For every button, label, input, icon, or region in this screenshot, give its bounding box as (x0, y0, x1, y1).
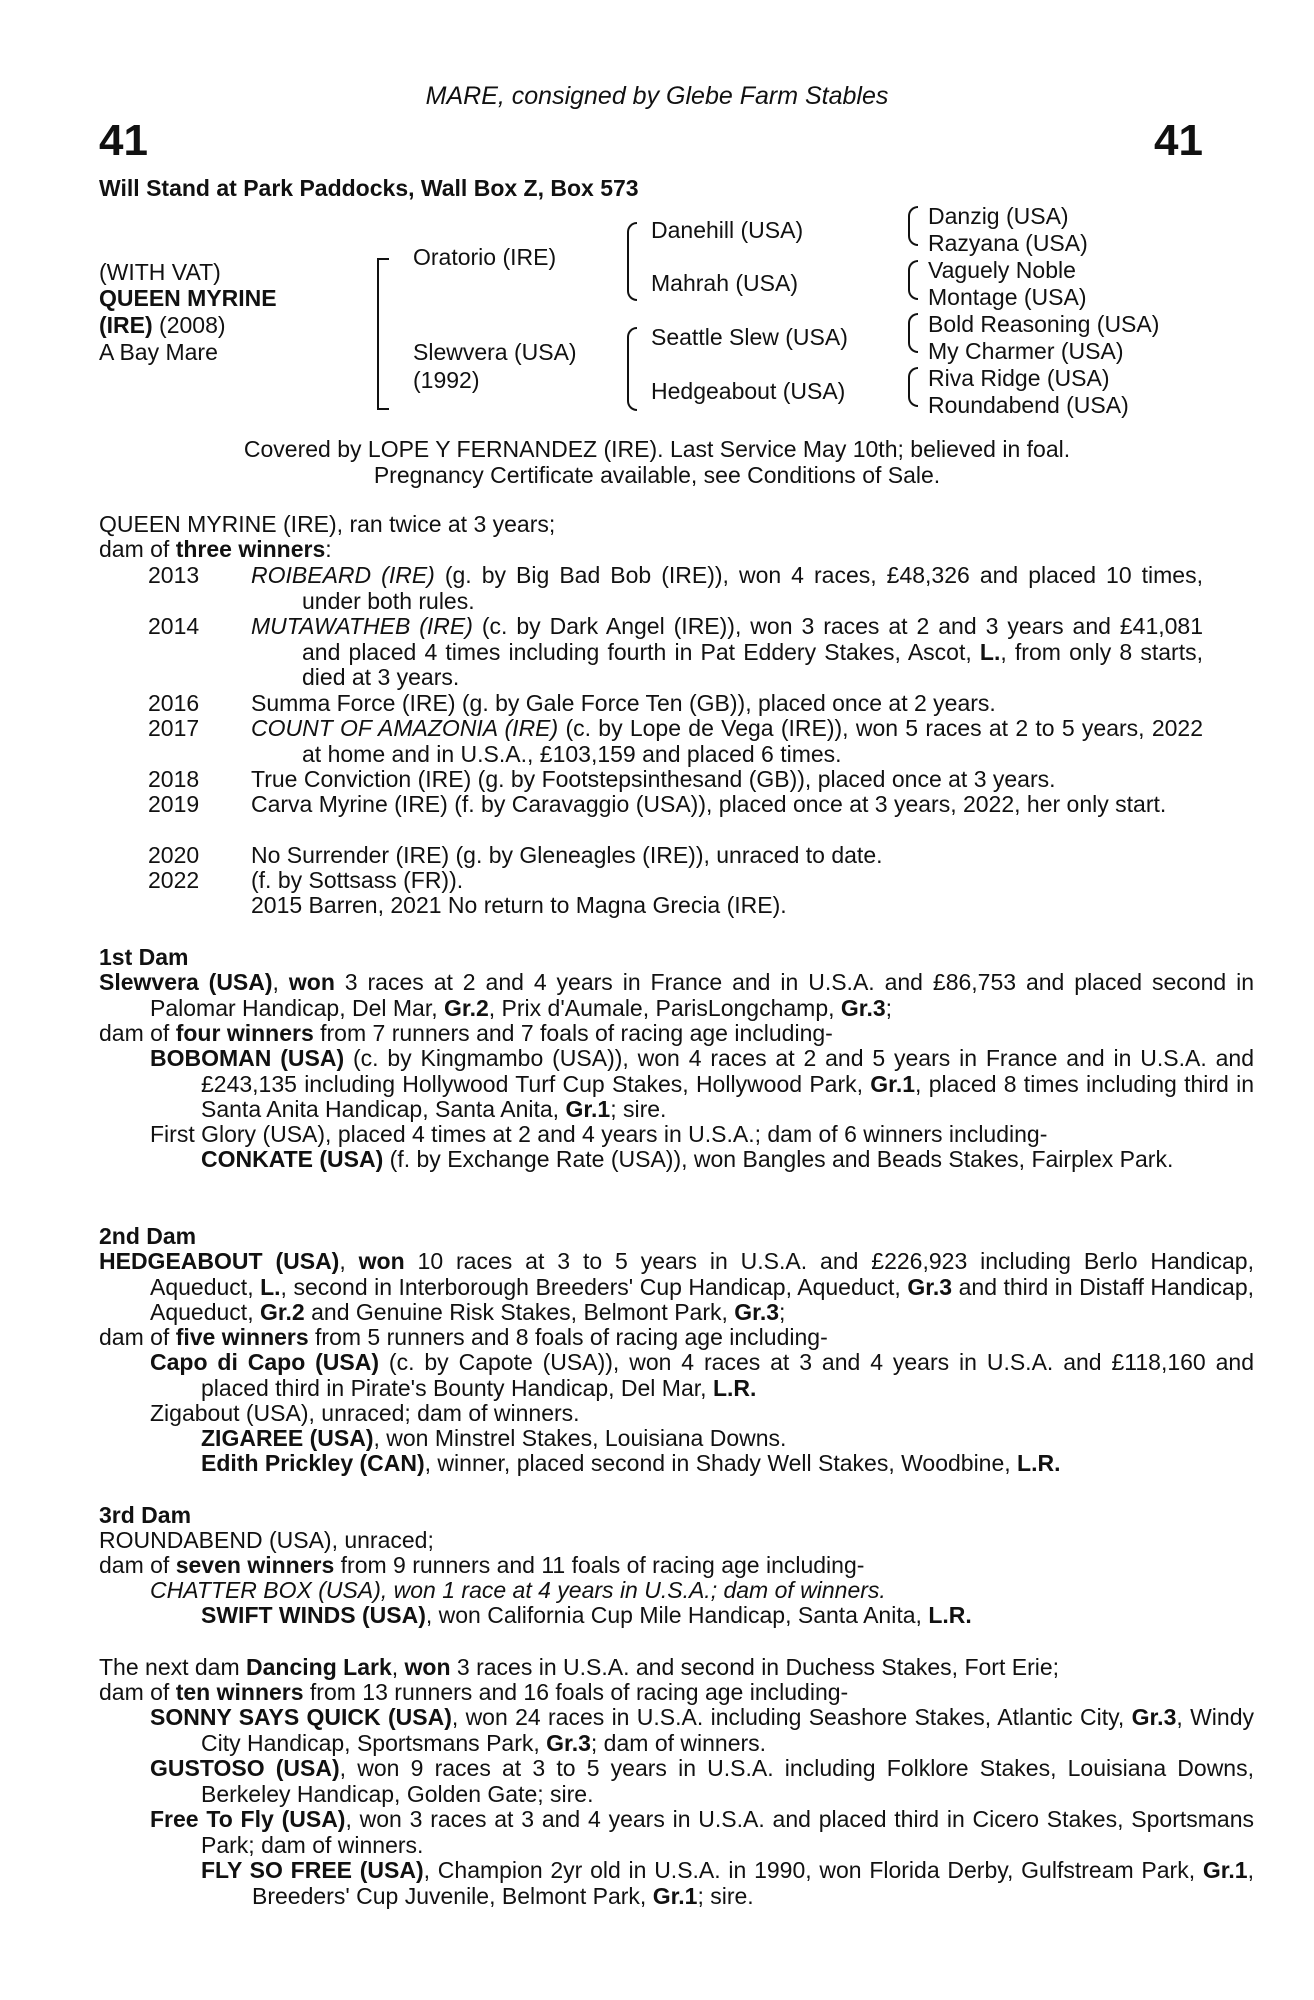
sonny-says-quick-record: SONNY SAYS QUICK (USA), won 24 races in U.S.A. including Seashore Stakes, Atlantic City, Gr.3, Windy City Handicap, Sportsmans Park, Gr.3; dam of winners. (150, 1704, 1254, 1756)
sire: Oratorio (IRE) (413, 244, 557, 270)
granddam-line-7: Riva Ridge (USA) (928, 365, 1110, 391)
produce-2017: COUNT OF AMAZONIA (IRE) (c. by Lope de Vega (IRE)), won 5 races at 2 to 5 years, 2022 at home and in U.S.A., £103,159 and placed 6 times. (251, 715, 1203, 767)
pedigree-bracket-3c (908, 313, 918, 353)
produce-2022: (f. by Sottsass (FR)). (251, 867, 464, 893)
vat-label: (WITH VAT) (99, 259, 221, 285)
granddam-line-6: My Charmer (USA) (928, 338, 1124, 364)
pedigree-bracket-1 (377, 258, 389, 410)
granddam-line-2: Razyana (USA) (928, 230, 1088, 256)
boboman-record: BOBOMAN (USA) (c. by Kingmambo (USA)), won 4 races at 2 and 5 years in France and in U.S.A. and £243,135 including Hollywood Turf Cup Stakes, Hollywood Park, Gr.1, placed 8 times including third in Santa Anita Handicap, Santa Anita, Gr.1; sire. (150, 1045, 1254, 1122)
horse-description: A Bay Mare (99, 339, 218, 365)
third-dam-dam-of: dam of seven winners from 9 runners and 11 foals of racing age including- (99, 1552, 865, 1578)
first-dam-record: Slewvera (USA), won 3 races at 2 and 4 years in France and in U.S.A. and £86,753 and placed second in Palomar Handicap, Del Mar, Gr.2, Prix d'Aumale, ParisLongchamp, Gr.3; (99, 969, 1254, 1021)
first-dam-heading: 1st Dam (99, 944, 189, 970)
produce-2020: No Surrender (IRE) (g. by Gleneagles (IRE)), unraced to date. (251, 842, 883, 868)
produce-barren-note: 2015 Barren, 2021 No return to Magna Grecia (IRE). (251, 892, 787, 918)
first-glory-record: First Glory (USA), placed 4 times at 2 and 4 years in U.S.A.; dam of 6 winners including- (150, 1121, 1048, 1147)
fly-so-free-record: FLY SO FREE (USA), Champion 2yr old in U.S.A. in 1990, won Florida Derby, Gulfstream Park, Gr.1, Breeders' Cup Juvenile, Belmont Park, Gr.1; sire. (201, 1857, 1254, 1909)
produce-2013: ROIBEARD (IRE) (g. by Big Bad Bob (IRE)), won 4 races, £48,326 and placed 10 times, under both rules. (251, 562, 1203, 614)
chatter-box-record: CHATTER BOX (USA), won 1 race at 4 years in U.S.A.; dam of winners. (150, 1577, 886, 1603)
produce-2019: Carva Myrine (IRE) (f. by Caravaggio (USA)), placed once at 3 years, 2022, her only start. (251, 791, 1167, 817)
year-2019: 2019 (148, 791, 200, 817)
first-dam-dam-of: dam of four winners from 7 runners and 7 foals of racing age including- (99, 1020, 833, 1046)
year-2018: 2018 (148, 766, 200, 792)
conkate-record: CONKATE (USA) (f. by Exchange Rate (USA)), won Bangles and Beads Stakes, Fairplex Park. (201, 1146, 1174, 1172)
sire-sire: Danehill (USA) (651, 217, 804, 243)
swift-winds-record: SWIFT WINDS (USA), won California Cup Mile Handicap, Santa Anita, L.R. (201, 1602, 972, 1628)
year-2017: 2017 (148, 715, 200, 741)
dam: Slewvera (USA) (413, 339, 577, 365)
year-2022: 2022 (148, 867, 200, 893)
free-to-fly-record: Free To Fly (USA), won 3 races at 3 and 4 years in U.S.A. and placed third in Cicero Stakes, Sportsmans Park; dam of winners. (150, 1806, 1254, 1858)
second-dam-heading: 2nd Dam (99, 1223, 197, 1249)
zigabout-record: Zigabout (USA), unraced; dam of winners. (150, 1400, 580, 1426)
gustoso-record: GUSTOSO (USA), won 9 races at 3 to 5 years in U.S.A. including Folklore Stakes, Louisiana Downs, Berkeley Handicap, Golden Gate; sire. (150, 1755, 1254, 1807)
granddam-line-1: Danzig (USA) (928, 203, 1069, 229)
covered-line-2: Pregnancy Certificate available, see Conditions of Sale. (373, 461, 941, 488)
next-dam-dam-of: dam of ten winners from 13 runners and 16 foals of racing age including- (99, 1679, 849, 1705)
granddam-line-5: Bold Reasoning (USA) (928, 311, 1160, 337)
pedigree-bracket-3d (908, 367, 918, 407)
dam-sire: Seattle Slew (USA) (651, 324, 848, 350)
covered-note (0, 437, 1314, 488)
stand-location: Will Stand at Park Paddocks, Wall Box Z, Box 573 (99, 175, 639, 201)
lot-number-left: 41 (99, 116, 148, 165)
third-dam-heading: 3rd Dam (99, 1502, 192, 1528)
year-2016: 2016 (148, 690, 200, 716)
third-dam-record: ROUNDABEND (USA), unraced; (99, 1527, 434, 1553)
produce-intro: QUEEN MYRINE (IRE), ran twice at 3 years; (99, 511, 556, 537)
produce-2014: MUTAWATHEB (IRE) (c. by Dark Angel (IRE)), won 3 races at 2 and 3 years and £41,081 and placed 4 times including fourth in Pat Eddery Stakes, Ascot, L., from only 8 starts, died at 3 years. (251, 613, 1203, 690)
produce-2018: True Conviction (IRE) (g. by Footstepsinthesand (GB)), placed once at 3 years. (251, 766, 1056, 792)
dam-dam: Hedgeabout (USA) (651, 378, 846, 404)
year-2013: 2013 (148, 562, 200, 588)
covered-line-1: Covered by LOPE Y FERNANDEZ (IRE). Last Service May 10th; believed in foal. (243, 436, 1071, 462)
second-dam-dam-of: dam of five winners from 5 runners and 8 foals of racing age including- (99, 1324, 828, 1350)
pedigree-bracket-3a (908, 206, 918, 246)
produce-2016: Summa Force (IRE) (g. by Gale Force Ten (GB)), placed once at 2 years. (251, 690, 996, 716)
granddam-line-4: Montage (USA) (928, 284, 1087, 310)
pedigree-bracket-2a (627, 222, 637, 301)
pedigree-bracket-3b (908, 260, 918, 300)
produce-dam-of: dam of three winners: (99, 536, 332, 562)
edith-prickley-record: Edith Prickley (CAN), winner, placed second in Shady Well Stakes, Woodbine, L.R. (201, 1450, 1061, 1476)
next-dam-record: The next dam Dancing Lark, won 3 races in U.S.A. and second in Duchess Stakes, Fort Erie; (99, 1654, 1060, 1680)
year-2014: 2014 (148, 613, 200, 639)
dam-year: (1992) (413, 367, 480, 393)
pedigree-bracket-2b (627, 327, 637, 411)
year-2020: 2020 (148, 842, 200, 868)
granddam-line-3: Vaguely Noble (928, 257, 1076, 283)
granddam-line-8: Roundabend (USA) (928, 392, 1129, 418)
capo-di-capo-record: Capo di Capo (USA) (c. by Capote (USA)), won 4 races at 3 and 4 years in U.S.A. and £118,160 and placed third in Pirate's Bounty Handicap, Del Mar, L.R. (150, 1349, 1254, 1401)
sire-dam: Mahrah (USA) (651, 270, 798, 296)
zigaree-record: ZIGAREE (USA), won Minstrel Stakes, Louisiana Downs. (201, 1425, 787, 1451)
horse-country-year: (IRE) (2008) (99, 312, 226, 338)
consignor-header: MARE, consigned by Glebe Farm Stables (425, 82, 889, 110)
lot-number-right: 41 (1154, 116, 1203, 165)
second-dam-record: HEDGEABOUT (USA), won 10 races at 3 to 5 years in U.S.A. and £226,923 including Berlo Handicap, Aqueduct, L., second in Interborough Breeders' Cup Handicap, Aqueduct, Gr.3 and third in Distaff Handicap, Aqueduct, Gr.2 and Genuine Risk Stakes, Belmont Park, Gr.3; (99, 1248, 1255, 1325)
horse-name: QUEEN MYRINE (99, 285, 277, 311)
